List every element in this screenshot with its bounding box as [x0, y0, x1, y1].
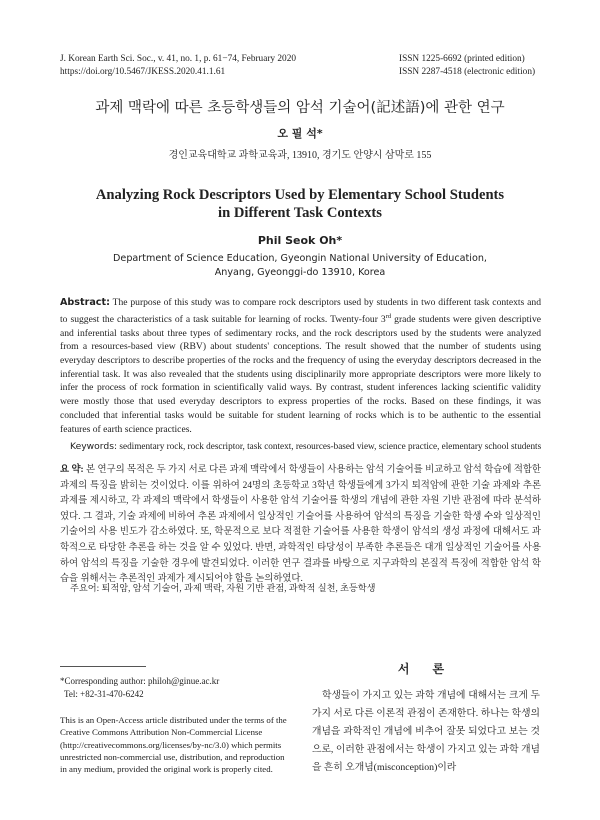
journal-citation: J. Korean Earth Sci. Soc., v. 41, no. 1, p. 61−74, February 2020: [60, 54, 296, 64]
doi-link[interactable]: https://doi.org/10.5467/JKESS.2020.41.1.61: [60, 67, 226, 77]
abstract-text-part-1: The purpose of this study was to compare rock descriptors used by students in two different task contexts and to suggest the characteristics of a task suitable for learning of rocks. Twenty-four 3: [60, 297, 541, 325]
korean-abstract-text: 본 연구의 목적은 두 가지 서로 다른 과제 맥락에서 학생들이 사용하는 암석 기술어를 비교하고 암석 학습에 적합한 과제의 특징을 밝히는 것이었다. 이를 위하여 24명의 초등학교 3학년 학생들에게 3가지 퇴적암에 관한 기술 과제와 추론 과제를 제시하고, 각 과제의 맥락에서 학생들이 사용한 암석 기술어를 학생의 개념에 관한 자원 기반 관점에 따라 분석하였다. 그 결과, 기술 과제에 비하여 추론 과제에서 일상적인 기술어를 사용하여 암석의 특징을 기술한 학생 수와 일상적인 기술어의 사용 빈도가 감소하였다. 또, 학문적으로 보다 적절한 기술어를 사용한 학생이 암석의 생성 과정에 대해서도 과학적으로 타당한 추론을 하는 것을 알 수 있었다. 반면, 과학적인 타당성이 부족한 추론들은 대개 일상적인 기술어를 사용하여 암석의 특징을 기술한 경우에 발견되었다. 이러한 연구 결과를 바탕으로 지구과학의 본질적 특징에 적합한 암석 학습을 위해서는 추론적인 과제가 제시되어야 함을 논의하였다.: [60, 465, 541, 585]
english-title: [0, 186, 600, 222]
introduction-paragraph: [312, 687, 540, 777]
issn-block: [399, 53, 535, 79]
issn-print: ISSN 1225-6692 (printed edition): [399, 54, 525, 64]
issn-electronic: ISSN 2287-4518 (electronic edition): [399, 67, 536, 77]
korean-abstract: [60, 463, 541, 588]
english-title-line-2: in Different Task Contexts: [218, 205, 382, 221]
keywords-label: Keywords:: [70, 441, 118, 452]
footnote-divider: [60, 666, 146, 667]
keywords-text: sedimentary rock, rock descriptor, task context, resources-based view, science practice, elementary school students: [117, 441, 542, 451]
korean-affiliation: 경인교육대학교 과학교육과, 13910, 경기도 안양시 삼막로 155: [168, 150, 432, 161]
korean-author: 오 필 석*: [277, 127, 323, 140]
corresponding-tel: Tel: +82-31-470-6242: [64, 688, 144, 699]
abstract-superscript: rd: [385, 312, 392, 320]
korean-keywords: 주요어: 퇴적암, 암석 기술어, 과제 맥락, 자원 기반 관점, 과학적 실천, 초등학생: [70, 583, 376, 593]
journal-citation-block: [60, 53, 296, 79]
introduction-text: 학생들이 가지고 있는 과학 개념에 대해서는 크게 두 가지 서로 다른 이론적 관점이 존재한다. 하나는 학생의 개념을 과학적인 개념에 비추어 잘못 되었다고 보는 것으로, 이러한 관점에서는 학생이 가지고 있는 과학 개념을 흔히 오개념(misconception)이라: [312, 690, 540, 773]
affiliation-line-2: Anyang, Gyeonggi-do 13910, Korea: [214, 267, 386, 278]
abstract-text-part-2: grade students were given descriptive and inferential tasks about three types of sedimentary rocks, and the rock descriptors used by the students were analyzed from a resources-based view (RBV) about students' conceptions. The result showed that the number of students using everyday descriptors to describe properties of the rocks and the frequency of using the everyday descriptors decreased in the inferential task. It was also revealed that the students using disciplinarily more appropriate descriptors were more likely to infer the process of rock formation in scientifically valid ways. By contrast, student inferences lacking scientific validity were mostly those that used everyday descriptors to express properties of the rocks. Based on these findings, it was concluded that inferential tasks would be suitable for student learning of rocks which is to be authentic to the essential features of earth science practices.: [60, 313, 541, 435]
korean-title: 과제 맥락에 따른 초등학생들의 암석 기술어(記述語)에 관한 연구: [95, 100, 505, 116]
korean-abstract-label: 요 약:: [60, 465, 84, 475]
english-affiliation: [0, 252, 600, 280]
english-title-line-1: Analyzing Rock Descriptors Used by Elementary School Students: [95, 187, 505, 203]
abstract-label: Abstract:: [60, 297, 110, 308]
english-author: Phil Seok Oh*: [257, 234, 343, 247]
affiliation-line-1: Department of Science Education, Gyeongin National University of Education,: [113, 253, 487, 264]
keywords: [70, 440, 570, 453]
corresponding-email: *Corresponding author: philoh@ginue.ac.kr: [60, 676, 220, 686]
corresponding-author-note: [60, 675, 290, 700]
abstract: [60, 296, 541, 436]
license-note: This is an Open-Access article distributed under the terms of the Creative Commons Attribution Non-Commercial License (http://creativecommons.org/licenses/by-nc/3.0) which permits unrestricted non-commercial use, distribution, and reproduction in any medium, provided the original work is properly cited.: [60, 715, 287, 775]
section-title-introduction: 서 론: [397, 662, 455, 676]
